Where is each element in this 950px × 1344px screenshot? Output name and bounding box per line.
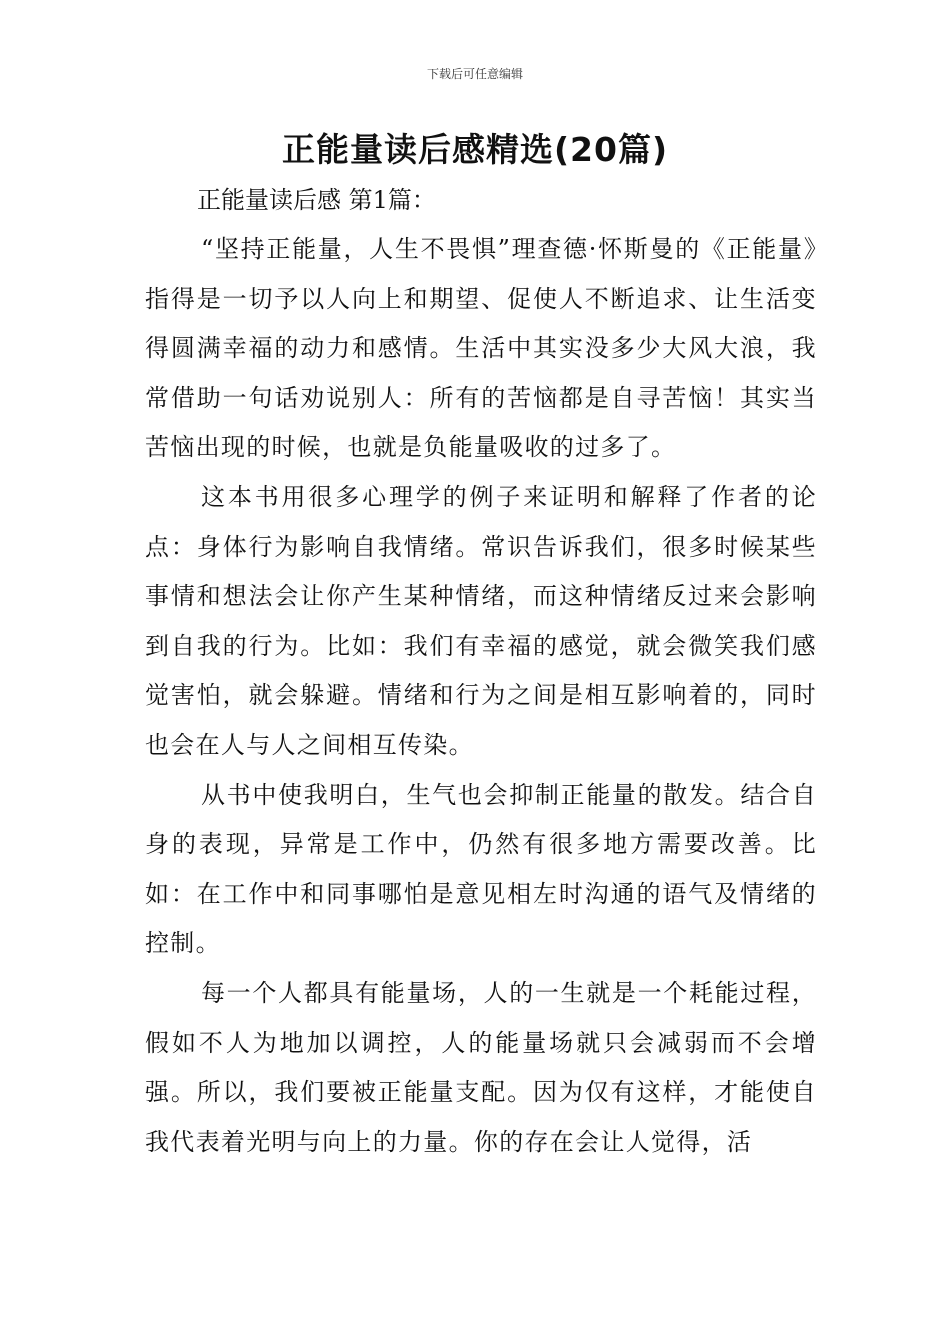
document-body bbox=[145, 175, 817, 1167]
paragraph-2: 这本书用很多心理学的例子来证明和解释了作者的论点：身体行为影响自我情绪。常识告诉我们，很多时候某些事情和想法会让你产生某种情绪，而这种情绪反过来会影响到自我的行为。比如：我们有幸福的感觉，就会微笑我们感觉害怕，就会躲避。情绪和行为之间是相互影响着的，同时也会在人与人之间相互传染。 bbox=[145, 482, 817, 759]
header-note: 下载后可任意编辑 bbox=[426, 67, 523, 81]
paragraph-1: “坚持正能量，人生不畏惧”理查德·怀斯曼的《正能量》指得是一切予以人向上和期望、促使人不断追求、让生活变得圆满幸福的动力和感情。生活中其实没多少大风大浪，我常借助一句话劝说别人：所有的苦恼都是自寻苦恼！其实当苦恼出现的时候，也就是负能量吸收的过多了。 bbox=[145, 235, 817, 462]
paragraph-4: 每一个人都具有能量场，人的一生就是一个耗能过程，假如不人为地加以调控，人的能量场就只会减弱而不会增强。所以，我们要被正能量支配。因为仅有这样，才能使自我代表着光明与向上的力量。你的存在会让人觉得，活 bbox=[145, 978, 817, 1156]
section-heading: 正能量读后感 第1篇： bbox=[197, 186, 436, 214]
document-title: 正能量读后感精选(20篇) bbox=[281, 130, 669, 169]
paragraph-3: 从书中使我明白，生气也会抑制正能量的散发。结合自身的表现，异常是工作中，仍然有很多地方需要改善。比如：在工作中和同事哪怕是意见相左时沟通的语气及情绪的控制。 bbox=[145, 780, 817, 958]
